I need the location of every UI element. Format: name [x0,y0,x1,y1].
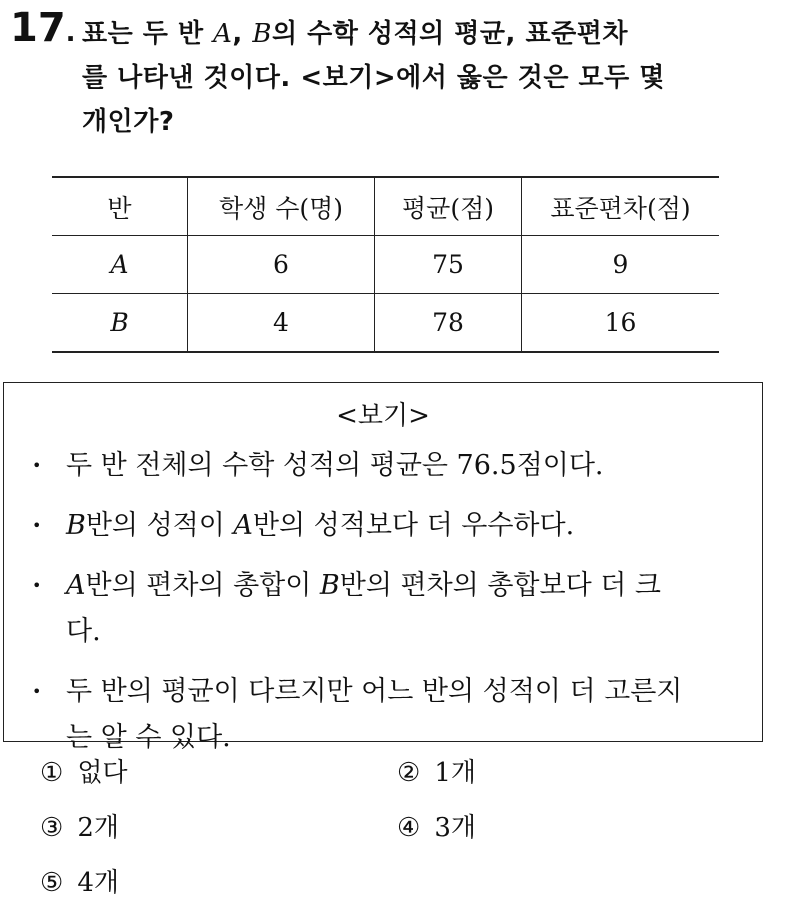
table-row [52,236,719,294]
question-number: 17. [10,5,76,51]
bogi-item-4: • 두 반의 평균이 다르지만 어느 반의 성적이 더 고른지 는 알 수 있다. [4,669,764,761]
bogi-list [4,443,764,775]
row-a-mean: 75 [375,236,522,294]
question-stem [82,12,772,144]
choice-3[interactable]: ③ 2개 [40,813,119,843]
row-b-mean: 78 [375,294,522,353]
choice-1[interactable]: ① 없다 [40,758,128,788]
bogi-item-3: • A반의 편차의 총합이 B반의 편차의 총합보다 더 크 다. [4,563,764,655]
row-a-class: A [52,236,188,294]
bullet-icon: • [32,682,42,701]
row-a-count: 6 [188,236,375,294]
row-b-count: 4 [188,294,375,353]
row-b-class: B [52,294,188,353]
bullet-icon: • [32,576,42,595]
header-sd: 표준편차(점) [522,177,720,236]
row-a-sd: 9 [522,236,720,294]
table-row [52,294,719,353]
bogi-item-2: • B반의 성적이 A반의 성적보다 더 우수하다. [4,503,764,549]
row-b-sd: 16 [522,294,720,353]
header-mean: 평균(점) [375,177,522,236]
choice-5[interactable]: ⑤ 4개 [40,868,119,898]
bogi-title: <보기> [336,401,430,431]
stem-line-3: 개인가? [82,107,175,137]
bogi-box [3,382,763,753]
bullet-icon: • [32,516,42,535]
header-count: 학생 수(명) [188,177,375,236]
bullet-icon: • [32,456,42,475]
choice-4[interactable]: ④ 3개 [397,813,476,843]
stem-line-1: 표는 두 반 A, B의 수학 성적의 평균, 표준편차 [82,19,628,49]
stem-line-2: 를 나타낸 것이다. <보기>에서 옳은 것은 모두 몇 [82,63,665,93]
table-header-row [52,177,719,236]
bogi-item-1: • 두 반 전체의 수학 성적의 평균은 76.5점이다. [4,443,764,489]
choice-2[interactable]: ② 1개 [397,758,476,788]
header-class: 반 [52,177,188,236]
score-table [52,176,719,353]
